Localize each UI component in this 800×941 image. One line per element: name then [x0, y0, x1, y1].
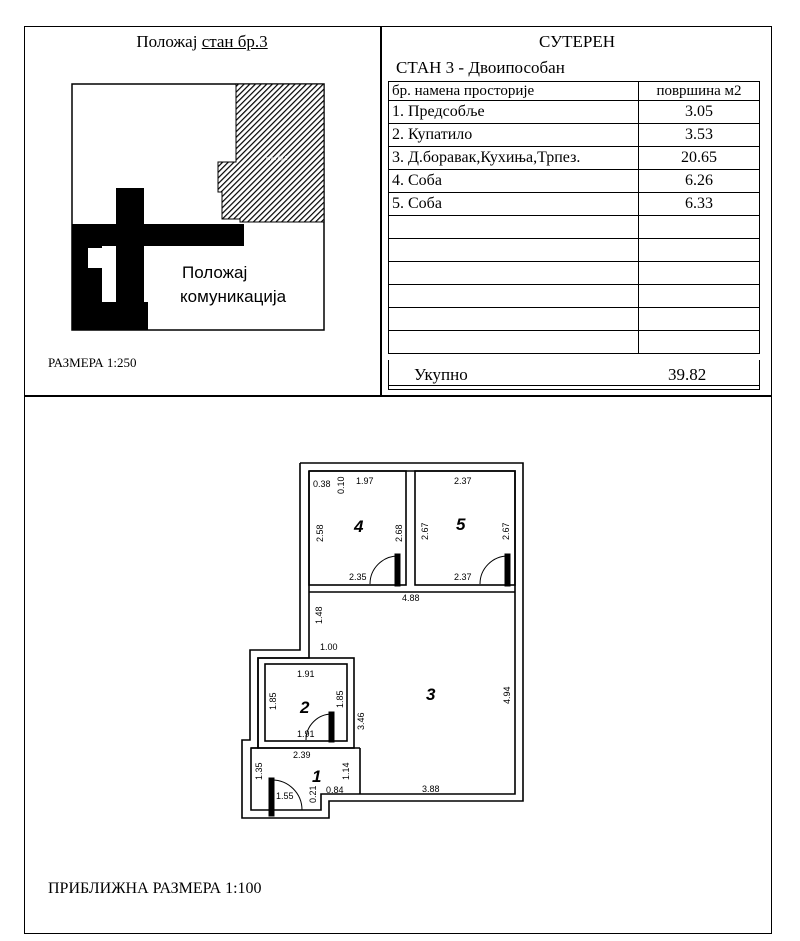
apartment-title: СТАН 3 - Двоипособан [396, 58, 565, 77]
dim-346: 3.46 [356, 712, 366, 730]
room-4-number: 4 [354, 517, 364, 536]
dim-191-top: 1.91 [297, 669, 315, 679]
horizontal-divider [24, 395, 772, 397]
table-row [389, 308, 760, 331]
room-3-number: 3 [426, 685, 436, 704]
lower-block [72, 302, 148, 330]
table-row: 3. Д.боравак,Кухиња,Трпез. 20.65 [389, 147, 760, 170]
rooms-table [388, 81, 760, 354]
table-row: 1. Предсобље 3.05 [389, 101, 760, 124]
dim-084: 0.84 [326, 785, 344, 795]
floor-title: СУТЕРЕН [538, 32, 616, 51]
total-underline-2 [388, 389, 760, 390]
dim-038: 0.38 [313, 479, 331, 489]
table-row: 5. Соба 6.33 [389, 193, 760, 216]
total-underline [388, 385, 760, 386]
apartment-marker: стан бр.3 [266, 156, 288, 162]
dim-021: 0.21 [308, 785, 318, 803]
table-row [389, 285, 760, 308]
total-value: 39.82 [668, 365, 707, 384]
dim-267-a: 2.67 [420, 522, 430, 540]
location-site-plan [70, 82, 326, 332]
table-row [389, 262, 760, 285]
dim-258: 2.58 [315, 524, 325, 542]
notch [88, 248, 102, 268]
total-label: Укупно [414, 365, 468, 384]
dim-010: 0.10 [336, 476, 346, 494]
table-row [389, 216, 760, 239]
dim-239: 2.39 [293, 750, 311, 760]
dim-388: 3.88 [422, 784, 440, 794]
communication-label-2: комуникација [180, 287, 287, 306]
table-row: 4. Соба 6.26 [389, 170, 760, 193]
plan-scale: ПРИБЛИЖНА РАЗМЕРА 1:100 [48, 880, 262, 897]
room-1-number: 1 [312, 767, 322, 786]
communication-label-1: Положај [182, 263, 248, 282]
dim-100: 1.00 [320, 642, 338, 652]
dim-185-r: 1.85 [335, 690, 345, 708]
dim-267-b: 2.67 [501, 522, 511, 540]
dim-155: 1.55 [276, 791, 294, 801]
dim-135: 1.35 [254, 762, 264, 780]
table-row: 2. Купатило 3.53 [389, 124, 760, 147]
dim-148: 1.48 [314, 606, 324, 624]
table-header [389, 82, 760, 101]
dim-237-top: 2.37 [454, 476, 472, 486]
room-2-number: 2 [300, 698, 310, 717]
dim-494: 4.94 [502, 686, 512, 704]
dim-268: 2.68 [394, 524, 404, 542]
dim-185-l: 1.85 [268, 692, 278, 710]
dim-235: 2.35 [349, 572, 367, 582]
table-row [389, 331, 760, 354]
dim-237-bot: 2.37 [454, 572, 472, 582]
vertical-divider [380, 26, 382, 396]
header-name: бр. намена просторије [389, 82, 639, 101]
dim-488: 4.88 [402, 593, 420, 603]
location-scale: РАЗМЕРА 1:250 [48, 355, 137, 370]
dim-191-bot: 1.91 [297, 729, 315, 739]
table-row [389, 239, 760, 262]
location-title-apartment: стан бр.3 [201, 32, 268, 51]
location-title: Положај стан бр.3 [136, 32, 268, 51]
room-5-number: 5 [456, 515, 466, 534]
dim-114: 1.14 [341, 762, 351, 780]
dim-197: 1.97 [356, 476, 374, 486]
header-area: површина м2 [639, 82, 760, 101]
